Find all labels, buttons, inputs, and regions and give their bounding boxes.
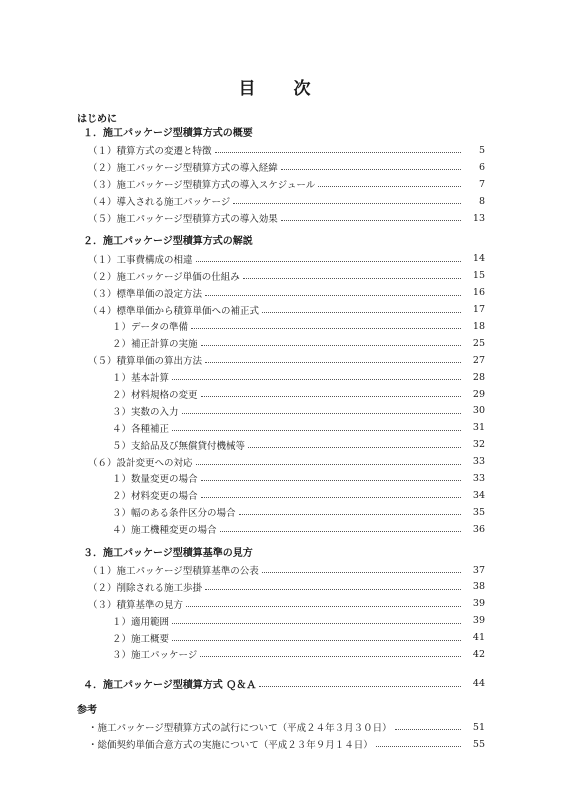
toc-entry-label: （２）施工パッケージ型積算方式の導入経緯: [88, 163, 278, 175]
dot-leader: [395, 729, 461, 730]
toc-entry-label: （４）標準単価から積算単価への補正式: [88, 305, 260, 317]
dot-leader: [172, 640, 461, 641]
toc-entry-label: １）データの準備: [112, 322, 189, 334]
dot-leader: [318, 186, 461, 187]
toc-entry: [0, 159, 565, 176]
dot-leader: [172, 379, 461, 380]
toc-entry-page: 33: [472, 472, 485, 484]
toc-entry-page: 29: [472, 388, 485, 400]
toc-entry-label: ４）各種補正: [112, 423, 170, 435]
toc-entry-label: （６）設計変更への対応: [88, 457, 193, 469]
toc-entry: [0, 453, 565, 470]
toc-entry: [0, 521, 565, 538]
toc-entry-page: 33: [472, 456, 485, 468]
toc-entry: [0, 352, 565, 369]
toc-entry: [0, 210, 565, 227]
toc-entry-label: ２）材料規格の変更: [112, 390, 198, 402]
dot-leader: [262, 312, 461, 313]
toc-entry: [0, 402, 565, 419]
toc-entry-label: ５）支給品及び無償貸付機械等: [112, 440, 246, 452]
toc-entry-page: 35: [472, 506, 485, 518]
toc-section-qa: [0, 675, 565, 693]
toc-entry: [0, 487, 565, 504]
dot-leader: [200, 656, 461, 657]
toc-entry-label: ２）施工概要: [112, 633, 170, 645]
dot-leader: [248, 447, 461, 448]
toc-entry-label: １）数量変更の場合: [112, 474, 198, 486]
toc-entry-label: （５）積算単価の算出方法: [88, 356, 203, 368]
page-title: 目 次: [238, 79, 327, 99]
toc-entry: [0, 369, 565, 386]
toc-section: [0, 126, 565, 226]
toc-entry-page: 36: [472, 523, 485, 535]
toc-entry: [0, 176, 565, 193]
toc-entry: [0, 193, 565, 210]
dot-leader: [215, 152, 461, 153]
toc-entry-page: 8: [478, 195, 485, 207]
dot-leader: [376, 746, 461, 747]
dot-leader: [196, 261, 461, 262]
toc-entry: [0, 719, 565, 736]
section-heading: ３．施工パッケージ型積算基準の見方: [83, 547, 253, 559]
toc-entry-page: 51: [472, 721, 485, 733]
toc-entry-label: ３）施工パッケージ: [112, 650, 198, 662]
dot-leader: [259, 686, 461, 687]
toc-entry: [0, 250, 565, 267]
toc-entry-page: 7: [478, 178, 485, 190]
toc-entry-label: （４）導入される施工パッケージ: [88, 197, 231, 209]
dot-leader: [172, 623, 461, 624]
dot-leader: [239, 514, 461, 515]
toc-entry-page: 39: [472, 615, 485, 627]
dot-leader: [220, 531, 461, 532]
toc-section: [0, 546, 565, 663]
toc-entry: [0, 142, 565, 159]
toc-entry-page: 55: [472, 738, 485, 750]
toc-entry-label: （３）積算基準の見方: [88, 599, 184, 611]
toc-entry-page: 32: [472, 439, 485, 451]
dot-leader: [201, 497, 461, 498]
intro-heading: はじめに: [77, 114, 117, 125]
toc-entry: [0, 267, 565, 284]
toc-entry-label: （１）積算方式の変遷と特徴: [88, 146, 212, 158]
dot-leader: [186, 606, 461, 607]
toc-entry: [0, 629, 565, 646]
toc-entry: [0, 736, 565, 753]
section-heading: １．施工パッケージ型積算方式の概要: [83, 128, 253, 139]
toc-entry: [0, 284, 565, 301]
toc-entry-label: （１）工事費構成の相違: [88, 254, 193, 266]
section-heading: ２．施工パッケージ型積算方式の解説: [83, 236, 253, 248]
toc-entry: [0, 436, 565, 453]
toc-entry-label: １）適用範囲: [112, 616, 170, 628]
dot-leader: [205, 362, 461, 363]
toc-entry: [0, 578, 565, 595]
toc-entry-page: 5: [478, 144, 485, 156]
toc-entry-label: ２）材料変更の場合: [112, 491, 198, 503]
toc-entry-page: 44: [472, 678, 485, 690]
dot-leader: [191, 328, 461, 329]
dot-leader: [262, 572, 461, 573]
toc-entry: [0, 504, 565, 521]
toc-entry-page: 17: [472, 304, 485, 316]
toc-entry-page: 39: [472, 598, 485, 610]
toc-entry-label: （１）施工パッケージ型積算基準の公表: [88, 566, 259, 578]
toc-entry-page: 27: [472, 354, 485, 366]
toc-entry-page: 38: [472, 581, 485, 593]
toc-entry: [0, 562, 565, 579]
toc-sections: [0, 126, 565, 753]
dot-leader: [205, 295, 461, 296]
toc-entry-label: ２）補正計算の実施: [112, 339, 198, 351]
toc-entry-page: 41: [472, 632, 485, 644]
toc-entry: [0, 386, 565, 403]
toc-entry-label: ４）施工機種変更の場合: [112, 525, 217, 537]
toc-entry-page: 30: [472, 405, 485, 417]
toc-entry-label: ３）幅のある条件区分の場合: [112, 508, 236, 520]
toc-entry-label: ・施工パッケージ型積算方式の試行について（平成２４年３月３０日）: [88, 723, 392, 735]
toc-entry-page: 25: [472, 337, 485, 349]
dot-leader: [201, 345, 461, 346]
dot-leader: [205, 589, 461, 590]
toc-entry-label: ・総価契約単価合意方式の実施について（平成２３年９月１４日）: [88, 740, 373, 752]
toc-entry-page: 14: [472, 253, 485, 265]
toc-section: [0, 234, 565, 537]
toc-entry: [0, 612, 565, 629]
toc-entry-page: 28: [472, 371, 485, 383]
dot-leader: [201, 480, 461, 481]
dot-leader: [243, 278, 461, 279]
toc-entry-page: 16: [472, 287, 485, 299]
dot-leader: [233, 203, 461, 204]
section-heading: ４．施工パッケージ型積算方式 Ｑ＆Ａ: [83, 680, 257, 692]
toc-entry: [0, 470, 565, 487]
toc-entry-label: １）基本計算: [112, 373, 170, 385]
dot-leader: [196, 464, 461, 465]
toc-entry-page: 18: [472, 320, 485, 332]
toc-entry-label: （２）削除される施工歩掛: [88, 582, 203, 594]
toc-entry-label: （５）施工パッケージ型積算方式の導入効果: [88, 214, 278, 225]
dot-leader: [281, 220, 461, 221]
toc-entry-label: ３）実数の入力: [112, 406, 179, 418]
dot-leader: [281, 169, 461, 170]
toc-entry: [0, 318, 565, 335]
toc-entry: [0, 419, 565, 436]
dot-leader: [182, 413, 461, 414]
toc-entry-label: （３）施工パッケージ型積算方式の導入スケジュール: [88, 180, 316, 192]
reference-heading: 参考: [77, 704, 97, 716]
toc-entry-label: （２）施工パッケージ単価の仕組み: [88, 271, 240, 283]
toc-entry: [0, 646, 565, 663]
dot-leader: [201, 396, 461, 397]
toc-entry: [0, 595, 565, 612]
toc-entry: [0, 301, 565, 318]
toc-entry-page: 37: [472, 564, 485, 576]
toc-entry-page: 31: [472, 422, 485, 434]
toc-entry-label: （３）標準単価の設定方法: [88, 288, 203, 300]
toc-entry-page: 13: [472, 212, 485, 224]
dot-leader: [172, 430, 461, 431]
toc-entry-page: 42: [472, 648, 485, 660]
toc-entry-page: 34: [472, 489, 485, 501]
toc-entry-page: 6: [478, 161, 485, 173]
toc-entry: [0, 335, 565, 352]
toc-entry-page: 15: [472, 270, 485, 282]
